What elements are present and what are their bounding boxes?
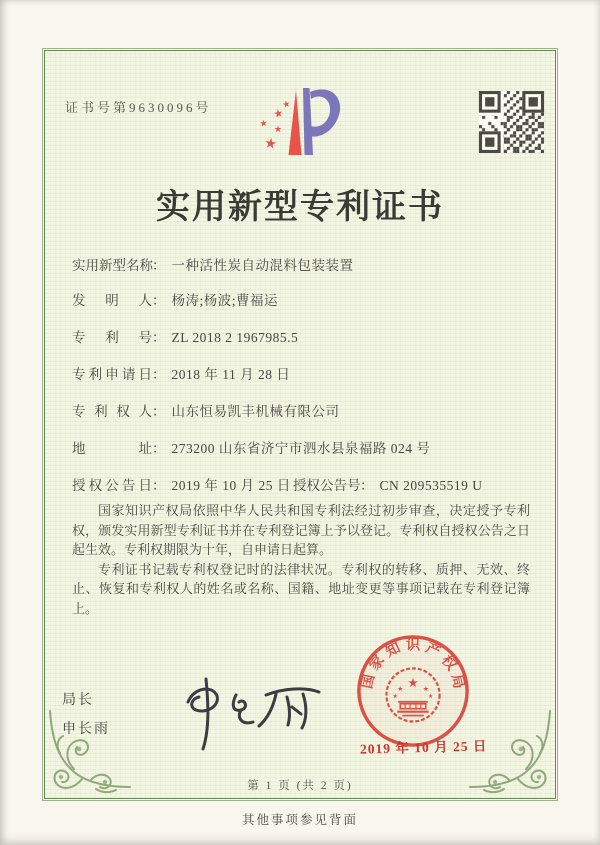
field-label: 地址: [72, 441, 152, 456]
seal-date: 2019 年 10 月 25 日: [359, 738, 488, 757]
svg-text:★: ★: [272, 106, 285, 121]
issuer-name: 申长雨: [62, 722, 110, 737]
field-value: ZL 2018 2 1967985.5: [171, 330, 299, 345]
svg-text:★: ★: [259, 118, 269, 130]
svg-text:国: 国: [359, 672, 378, 691]
field-row-filing-date: 专利申请日： 2018 年 11 月 28 日: [72, 363, 290, 383]
field-label: 实用新型名称: [72, 258, 153, 273]
svg-text:权: 权: [438, 652, 460, 674]
field-label: 专利申请日: [72, 367, 152, 382]
field-value: 273200 山东省济宁市泗水县泉福路 024 号: [171, 441, 431, 456]
svg-text:★: ★: [428, 693, 434, 700]
field-value: 2019 年 10 月 25 日: [171, 478, 291, 493]
field-value: 杨涛;杨波;曹福运: [171, 293, 279, 308]
field-row-patentee: 专利权人： 山东恒易凯丰机械有限公司: [72, 400, 340, 420]
back-note: 其他事项参见背面: [241, 813, 358, 827]
field-value: 山东恒易凯丰机械有限公司: [171, 404, 340, 419]
field-row-inventor: 发明人： 杨涛;杨波;曹福运: [72, 289, 278, 309]
qr-code: [478, 91, 545, 153]
cnipa-official-seal-icon: [354, 632, 472, 750]
field-row-grant: 授权公告日： 2019 年 10 月 25 日 授权公告号： CN 209535519 U: [72, 474, 542, 494]
field-value: CN 209535519 U: [379, 478, 483, 493]
field-value: 一种活性炭自动混料包装装置: [171, 258, 354, 273]
svg-text:★: ★: [397, 685, 404, 693]
issuer-block: [62, 686, 110, 744]
issuer-title: 局长: [62, 693, 94, 708]
svg-text:产: 产: [422, 639, 443, 661]
svg-text:家: 家: [366, 652, 388, 674]
field-row-grant-no: 授权公告号： CN 209535519 U: [293, 474, 483, 494]
field-row-address: 地址： 273200 山东省济宁市泗水县泉福路 024 号: [72, 437, 430, 457]
field-label: 发明人: [72, 293, 152, 308]
certificate-title: 实用新型专利证书: [156, 189, 444, 226]
svg-text:识: 识: [405, 637, 421, 654]
field-label: 专利权人: [72, 404, 152, 419]
svg-text:★: ★: [407, 676, 419, 692]
page-indicator: 第 1 页 (共 2 页): [247, 780, 353, 792]
svg-text:★: ★: [281, 99, 292, 111]
director-signature-icon: [160, 662, 330, 757]
field-label: 授权公告日: [72, 478, 152, 493]
field-label: 专利号: [72, 330, 152, 345]
legal-text-paragraph: 专利证书记载专利权登记时的法律状况。专利权的转移、质押、无效、终止、恢复和专利权人的姓名或名称、国籍、地址变更等事项记载在专利登记簿上。: [72, 561, 530, 616]
svg-text:★: ★: [273, 125, 283, 135]
field-row-patent-no: 专利号： ZL 2018 2 1967985.5: [72, 326, 298, 346]
svg-text:局: 局: [448, 672, 467, 691]
svg-text:★: ★: [392, 693, 398, 700]
svg-text:★: ★: [263, 135, 278, 153]
cnipa-patent-logo-icon: [252, 85, 344, 169]
svg-text:★: ★: [422, 685, 429, 693]
legal-text: [72, 501, 530, 618]
svg-text:知: 知: [383, 639, 404, 661]
field-row-name: 实用新型名称： 一种活性炭自动混料包装装置: [72, 254, 354, 274]
certificate-number: 证书号第9630096号: [65, 100, 212, 115]
field-label: 授权公告号: [293, 478, 361, 493]
legal-text-paragraph: 国家知识产权局依照中华人民共和国专利法经过初步审查，决定授予专利权，颁发实用新型专利证书并在专利登记簿上予以登记。专利权自授权公告之日起生效。专利权期限为十年，自申请日起算。: [72, 503, 530, 557]
field-value: 2018 年 11 月 28 日: [171, 367, 291, 382]
